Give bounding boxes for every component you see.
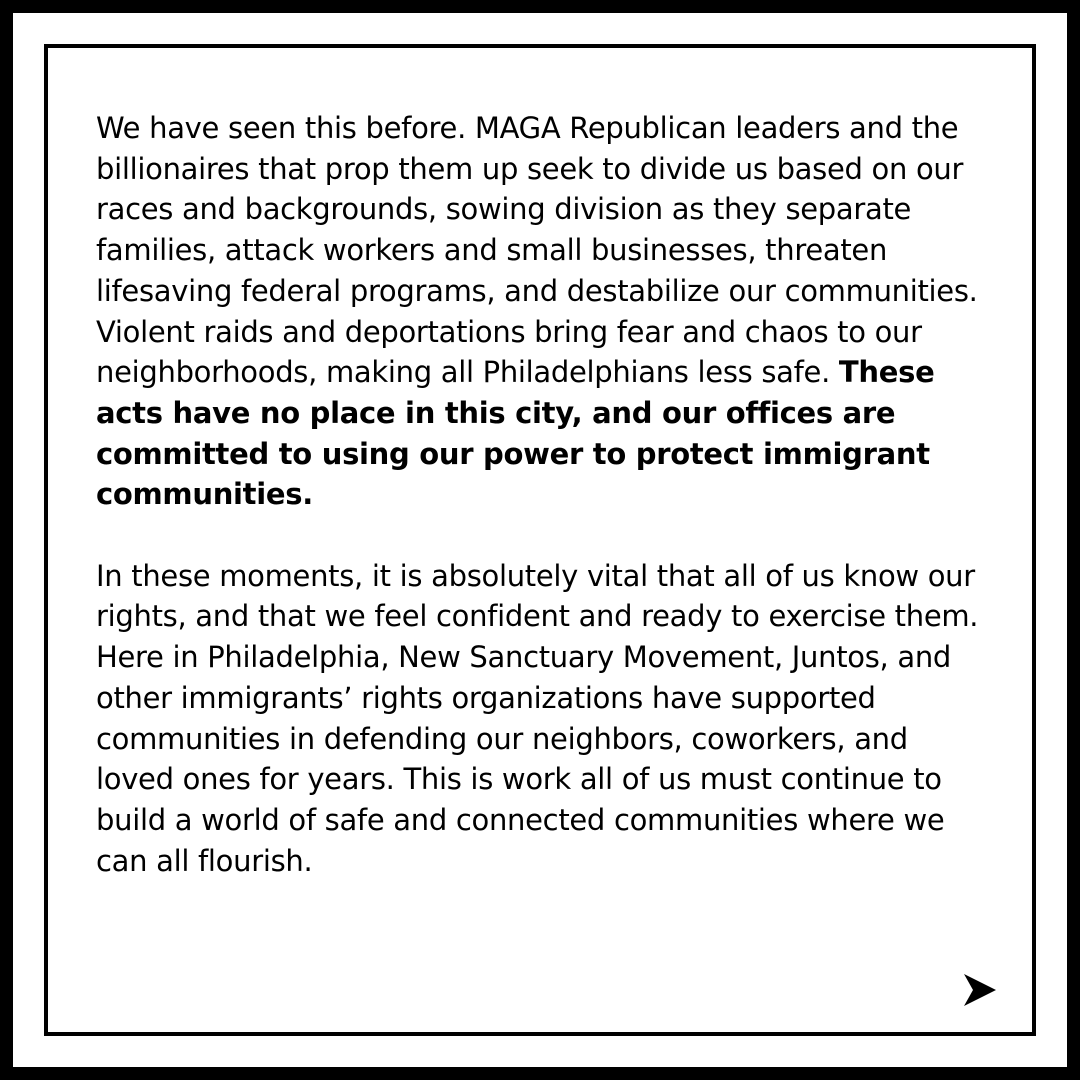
paragraph-1-bold-text: These acts have no place in this city, and our offices are committed to using our power to protect immigrant communities.: [96, 355, 935, 512]
next-arrow-icon[interactable]: [962, 972, 998, 1008]
paragraph-1: [96, 108, 986, 515]
paragraph-1-text: We have seen this before. MAGA Republican leaders and the billionaires that prop them up seek to divide us based on our races and backgrounds, sowing division as they separate families, attack workers and small businesses, threaten lifesaving federal programs, and destabilize our communities. Violent raids and deportations bring fear and chaos to our neighborhoods, making all Philadelphians less safe.: [96, 111, 978, 390]
statement-text: [96, 108, 986, 881]
paragraph-gap: [96, 515, 986, 556]
paragraph-2: In these moments, it is absolutely vital that all of us know our rights, and that we feel confident and ready to exercise them. Here in Philadelphia, New Sanctuary Movement, Juntos, and other immigrants’ rights organizations have supported communities in defending our neighbors, coworkers, and loved ones for years. This is work all of us must continue to build a world of safe and connected communities where we can all flourish.: [96, 558, 979, 878]
